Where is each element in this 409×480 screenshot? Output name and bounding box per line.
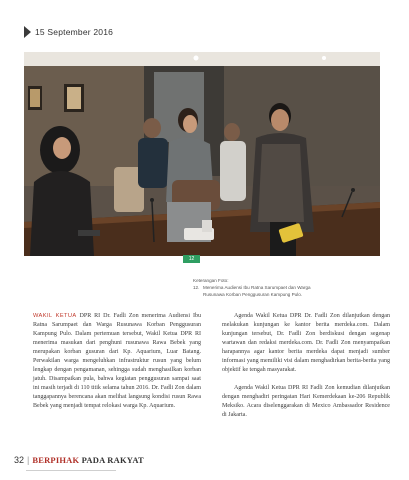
- article-column-right: [222, 312, 390, 419]
- caption-title: Keterangan Foto:: [193, 278, 229, 283]
- caption-number: 12.: [193, 285, 200, 291]
- news-photo: [24, 52, 380, 256]
- caption-line-1: Menerima Audiensi Ibu Ratna Sarumpaet dan Warga: [203, 285, 311, 291]
- photo-number-tag: 12: [183, 255, 200, 263]
- footer-brand: [32, 455, 144, 465]
- photo-illustration: [24, 52, 380, 256]
- article-lead: WAKIL KETUA: [33, 313, 77, 319]
- page-number: 32: [14, 455, 25, 465]
- brand-part-2: PADA RAKYAT: [79, 455, 144, 465]
- page-footer: [14, 455, 144, 465]
- footer-rule: [26, 470, 116, 471]
- brand-part-1: BERPIHAK: [32, 455, 80, 465]
- date-header: [24, 25, 113, 39]
- photo-caption: [193, 277, 383, 299]
- article-paragraph-2: Agenda Wakil Ketua DPR Dr. Fadli Zon dilanjutkan dengan melakukan kunjungan ke kantor berita merdeka.com. Dalam kunjungan tersebut, Dr. Fadli Zon berdiskusi dengan segenap wartawan dan redaksi merdeka.com. Dr. Fadli Zon menyampaikan harapannya agar kantor berita merdeka dapat menjadi sumber informasi yang memiliki visi dalam menghadirkan berita-berita yang objektif ke tengah masyarakat.: [222, 313, 390, 373]
- date-text: 15 September 2016: [35, 27, 114, 37]
- caption-line-2: Rusunawa Korban Penggusuran Kampung Pulo.: [203, 292, 303, 298]
- article-column-left: [33, 312, 201, 410]
- article-paragraph-1: [33, 312, 201, 410]
- footer-separator: |: [27, 455, 30, 465]
- article-paragraph-3: Agenda Wakil Ketua DPR RI Fadli Zon kemudian dilanjutkan dengan menghadiri peringatan Hari Kemerdekaan ke-206 Republik Meksiko. Acara diselenggarakan di Mexico Ambassador Residence di Jakarta.: [222, 384, 390, 418]
- article-paragraph-1-text: DPR RI Dr. Fadli Zon menerima Audiensi Ibu Ratna Sarumpaet dan Warga Rusunawa Korban Penggusuran Kampung Pulo. Dalam pertemuan tersebut, Wakil Ketua DPR RI menerima masukan dari penghuni rusunawa Rawa Bebek yang merupakan korban gusuran dari Kp. Aquarium, Luar Batang. Perwakilan warga mengeluhkan infrastruktur rusun yang belum lengkap dengan pengamanan, sehingga sudah menghasilkan korban jatuh. Disampaikan pula, bahwa kegiatan penggusuran sampai saat ini masih terjadi di 110 titik selama tahun 2016. Dr. Fadli Zon dalam tanggapannya berencana akan melihat langsung kondisi rusun Rawa Bebek yang menjadi tempat relokasi warga Kp. Aquarium.: [33, 313, 202, 409]
- triangle-marker-icon: [24, 26, 31, 38]
